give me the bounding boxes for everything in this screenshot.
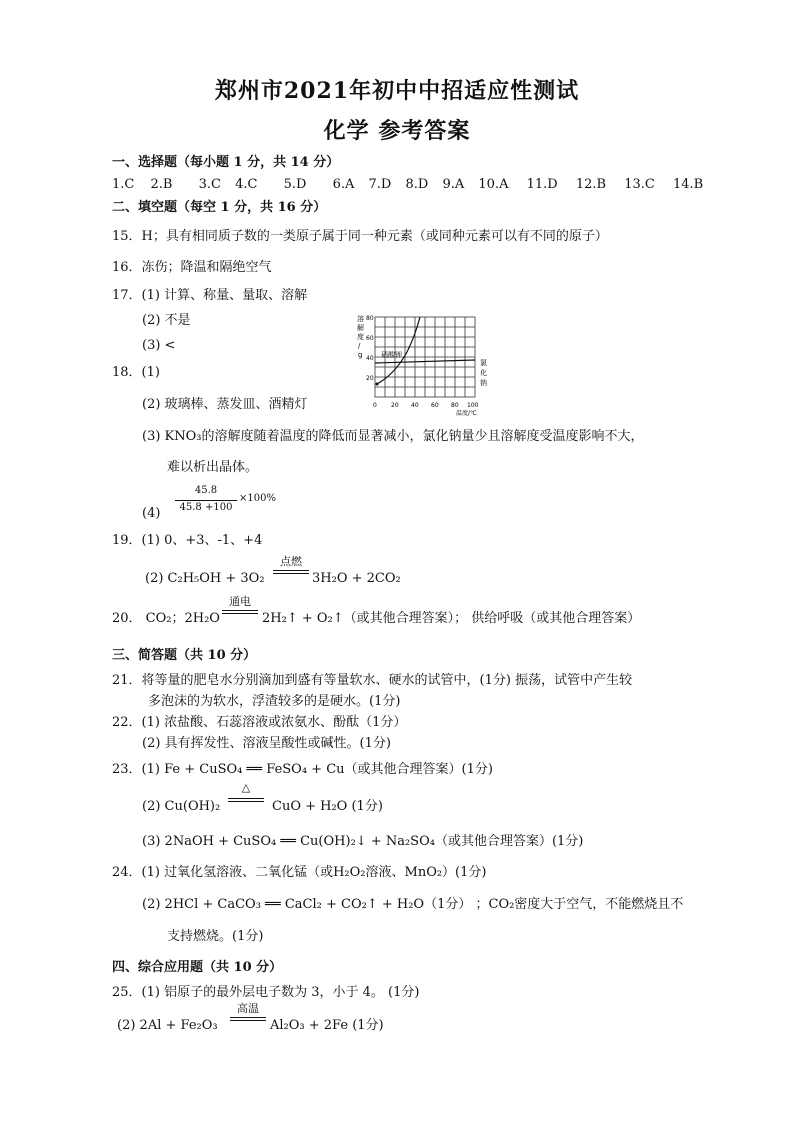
page-subtitle: 化学 参考答案: [323, 118, 471, 144]
section-4-heading: 四、综合应用题（共 10 分）: [112, 960, 283, 975]
q18-part2: (2) 玻璃棒、蒸发皿、酒精灯: [142, 397, 308, 412]
mc-answer: 3.C: [198, 177, 221, 192]
q18-part1: 18．(1): [112, 365, 160, 380]
x-tick: 20: [391, 402, 399, 409]
mc-answer: 4.C: [235, 177, 258, 192]
nacl-label-2: 化: [480, 369, 487, 377]
q21-line2: 多泡沫的为软水，浮渣较多的是硬水。(1分): [148, 694, 401, 709]
x-tick: 60: [431, 402, 439, 409]
mc-answer: 14.B: [672, 177, 704, 192]
fraction-denominator: 45.8 +100: [179, 502, 233, 513]
q22-line2: (2) 具有挥发性、溶液呈酸性或碱性。(1分): [142, 736, 391, 751]
mc-answer: 9.A: [442, 177, 465, 192]
q21-line1: 21．将等量的肥皂水分别滴加到盛有等量软水、硬水的试管中，(1分) 振荡，试管中产生较: [112, 673, 633, 688]
fraction-bar: [175, 500, 237, 501]
q19-part2-left: (2) C₂H₅OH + 3O₂: [145, 571, 265, 586]
x-tick: 0: [373, 402, 377, 409]
mc-answer: 12.B: [575, 177, 607, 192]
q17-part2: (2) 不是: [142, 313, 191, 328]
q23-line3: (3) 2NaOH + CuSO₄ ══ Cu(OH)₂↓ + Na₂SO₄（或其他合理答案）(1分): [142, 834, 584, 849]
fraction-multiplier: ×100%: [239, 493, 276, 504]
mc-answer: 6.A: [332, 177, 355, 192]
q19-part1: 19．(1) 0、+3、-1、+4: [112, 533, 263, 548]
x-tick: 80: [451, 402, 459, 409]
y-tick: 20: [366, 375, 374, 382]
q22-line1: 22．(1) 浓盐酸、石蕊溶液或浓氨水、酚酞（1分）: [112, 715, 407, 730]
q23-line2-left: (2) Cu(OH)₂: [142, 799, 221, 814]
condition-label: 点燃: [280, 555, 302, 568]
q24-line2: (2) 2HCl + CaCO₃ ══ CaCl₂ + CO₂↑ + H₂O（1分） ；CO₂密度大于空气，不能燃烧且不: [142, 897, 684, 912]
fraction-numerator: 45.8: [194, 485, 218, 496]
condition-label: 高温: [237, 1002, 259, 1015]
solubility-graph: [355, 312, 495, 418]
mc-answer: 1.C: [112, 177, 135, 192]
q20-left: 20． CO₂；2H₂O: [112, 611, 220, 626]
q20-right: 2H₂↑ + O₂↑（或其他合理答案）； 供给呼吸（或其他合理答案）: [262, 611, 641, 626]
q24-line3: 支持燃烧。(1分): [167, 929, 264, 944]
mc-answer: 5.D: [283, 177, 307, 192]
mc-answer: 8.D: [405, 177, 429, 192]
condition-label: △: [241, 781, 251, 794]
section-3-heading: 三、简答题（共 10 分）: [112, 648, 257, 663]
q18-part3-line1: (3) KNO₃的溶解度随着温度的降低而显著减小，氯化钠量少且溶解度受温度影响不大，: [142, 429, 644, 444]
y-label-4: /: [358, 342, 361, 350]
x-axis-label: 温度/℃: [456, 410, 477, 417]
y-tick: 80: [366, 315, 374, 322]
y-label-2: 解: [357, 324, 364, 332]
page-title: 郑州市2021年初中中招适应性测试: [214, 78, 580, 104]
mc-answer: 10.A: [478, 177, 509, 192]
y-label-5: g: [358, 351, 363, 359]
y-label-3: 度: [357, 333, 364, 341]
y-tick: 60: [366, 335, 374, 342]
mc-answer: 13.C: [624, 177, 655, 192]
q15-answer: 15．H；具有相同质子数的一类原子属于同一种元素（或同种元素可以有不同的原子）: [112, 229, 608, 244]
q23-line2-right: CuO + H₂O (1分): [272, 799, 383, 814]
q25-line2-left: (2) 2Al + Fe₂O₃: [117, 1018, 218, 1033]
q16-answer: 16．冻伤；降温和隔绝空气: [112, 260, 272, 275]
q18-part3-line2: 难以析出晶体。: [167, 460, 259, 475]
x-tick: 100: [467, 402, 479, 409]
section-1-heading: 一、选择题（每小题 1 分，共 14 分）: [112, 155, 340, 170]
q25-line2-right: Al₂O₃ + 2Fe (1分): [270, 1018, 384, 1033]
y-tick: 40: [366, 355, 374, 362]
mc-answer: 2.B: [150, 177, 173, 192]
nacl-label-1: 氯: [480, 359, 487, 367]
q25-line1: 25．(1) 铝原子的最外层电子数为 3，小于 4。 (1分): [112, 985, 420, 1000]
mc-answer: 7.D: [368, 177, 392, 192]
q18-part4: (4): [142, 506, 161, 521]
q17-part1: 17．(1) 计算、称量、量取、溶解: [112, 288, 308, 303]
q17-part3: (3) <: [142, 338, 176, 353]
q23-line1: 23．(1) Fe + CuSO₄ ══ FeSO₄ + Cu（或其他合理答案）(1分): [112, 762, 493, 777]
nacl-label-3: 钠: [480, 379, 487, 387]
section-2-heading: 二、填空题（每空 1 分，共 16 分）: [112, 200, 327, 215]
x-tick: 40: [411, 402, 419, 409]
q19-part2-right: 3H₂O + 2CO₂: [312, 571, 401, 586]
mc-answer: 11.D: [526, 177, 558, 192]
mc-answers: [112, 176, 703, 193]
kno3-label: 硝酸钾: [381, 351, 402, 359]
condition-label: 通电: [229, 595, 251, 608]
y-label-1: 溶: [357, 315, 364, 323]
q24-line1: 24．(1) 过氧化氢溶液、二氧化锰（或H₂O₂溶液、MnO₂）(1分): [112, 865, 487, 880]
